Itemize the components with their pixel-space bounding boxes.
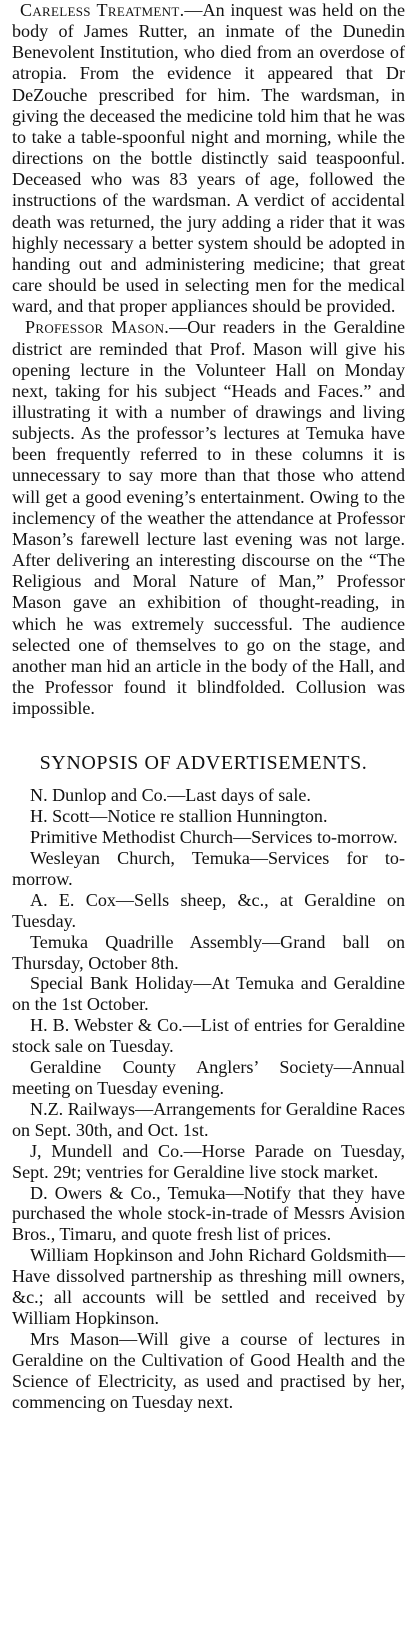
article-careless-treatment xyxy=(12,0,405,317)
synopsis-list xyxy=(12,785,405,1412)
advertisement-item: Special Bank Holiday—At Temuka and Geraldine on the 1st October. xyxy=(12,973,405,1015)
article-body: —Our readers in the Geraldine district are reminded that Prof. Mason will give his opening lecture in the Volunteer Hall on Monday next, taking for his subject “Heads and Faces.” and illustrating it with a number of drawings and living subjects. As the professor’s lectures at Temuka have been frequently referred to in these columns it is unnecessary to say more than that those who attend will get a good evening’s entertainment. Owing to the inclemency of the weather the attendance at Professor Mason’s farewell lecture last evening was not large. After delivering an interesting discourse on the “The Religious and Moral Nature of Man,” Professor Mason gave an exhibition of thought-reading, in which he was extremely successful. The audience selected one of themselves to go on the stage, and another man hid an article in the body of the Hall, and the Professor found it blindfolded. Collusion was impossible. xyxy=(12,317,405,719)
advertisement-item: H. Scott—Notice re stallion Hunnington. xyxy=(30,806,328,827)
article-professor-mason xyxy=(12,317,405,719)
advertisement-item: Primitive Methodist Church—Services to-morrow. xyxy=(30,827,398,848)
advertisement-item: Wesleyan Church, Temuka—Services for to-morrow. xyxy=(12,848,405,889)
advertisement-item: D. Owers & Co., Temuka—Notify that they have purchased the whole stock-in-trade of Messrs Avision Bros., Timaru, and quote fresh list of prices. xyxy=(12,1182,405,1245)
article-body: —An inquest was held on the body of James Rutter, an inmate of the Dunedin Benevolent Institution, who died from an overdose of atropia. From the evidence it appeared that Dr DeZouche prescribed for him. The wardsman, in giving the deceased the medicine told him that he was to take a table-spoonful night and morning, while the directions on the bottle distinctly said teaspoonful. Deceased who was 83 years of age, followed the instructions of the wardsman. A verdict of accidental death was returned, the jury adding a rider that it was highly necessary a better system should be adopted in handing out and administering medicine; that great care should be used in selecting men for the medical ward, and that proper appliances should be provided. xyxy=(12,0,405,317)
advertisement-item: Mrs Mason—Will give a course of lectures in Geraldine on the Cultivation of Good Health and the Science of Electricity, as used and practised by her, commencing on Tuesday next. xyxy=(12,1328,405,1412)
advertisement-item: J, Mundell and Co.—Horse Parade on Tuesday, Sept. 29t; ventries for Geraldine live stock market. xyxy=(12,1140,405,1182)
advertisement-item: H. B. Webster & Co.—List of entries for Geraldine stock sale on Tuesday. xyxy=(12,1015,405,1057)
synopsis-heading: SYNOPSIS OF ADVERTISEMENTS. xyxy=(39,752,368,775)
advertisement-item: N. Dunlop and Co.—Last days of sale. xyxy=(30,785,311,806)
article-heading: Careless Treatment. xyxy=(20,0,185,20)
advertisement-item: Geraldine County Anglers’ Society—Annual meeting on Tuesday evening. xyxy=(12,1057,405,1098)
article-heading: Professor Mason. xyxy=(25,317,170,338)
advertisement-item: William Hopkinson and John Richard Goldsmith—Have dissolved partnership as threshing mill owners, &c.; all accounts will be settled and received by William Hopkinson. xyxy=(12,1245,405,1328)
advertisement-item: N.Z. Railways—Arrangements for Geraldine Races on Sept. 30th, and Oct. 1st. xyxy=(12,1098,405,1140)
advertisement-item: A. E. Cox—Sells sheep, &c., at Geraldine on Tuesday. xyxy=(12,889,405,931)
advertisement-item: Temuka Quadrille Assembly—Grand ball on Thursday, October 8th. xyxy=(12,931,405,973)
